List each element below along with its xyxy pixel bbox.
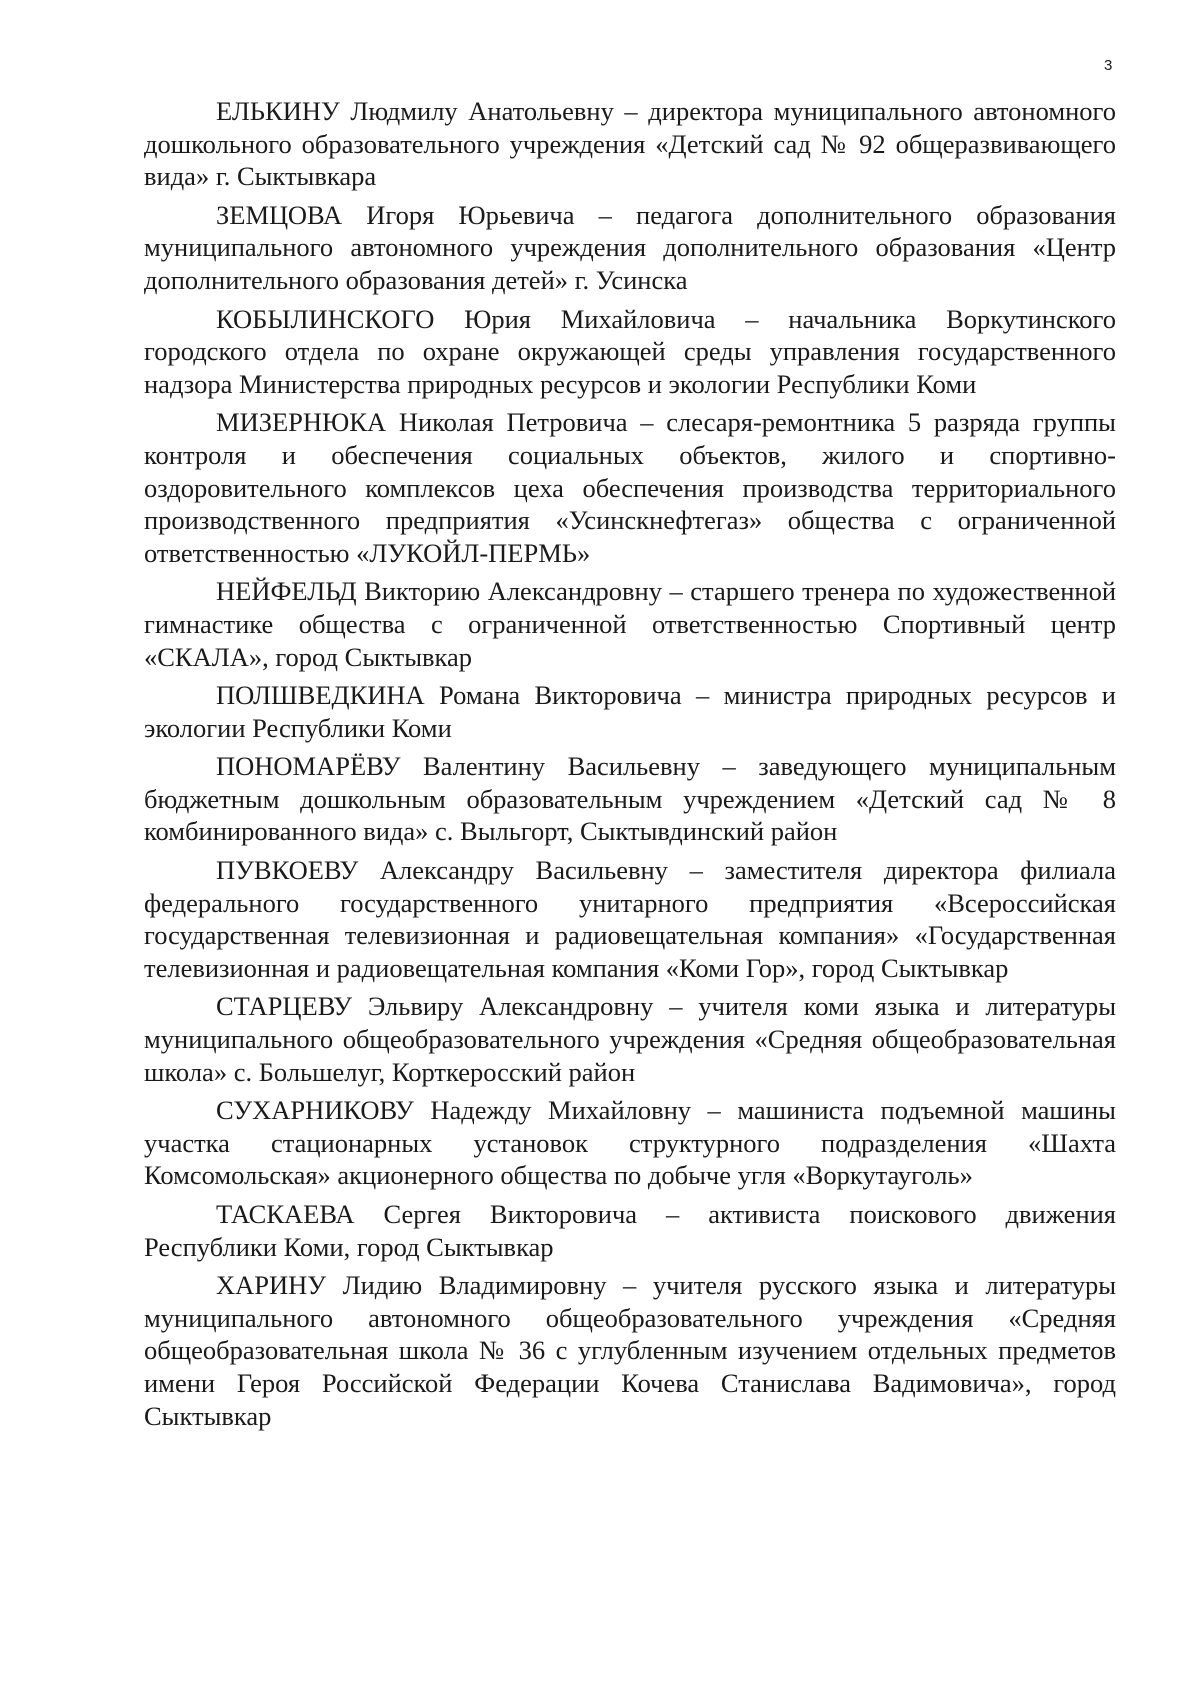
document-body: [144, 95, 1116, 1438]
entry-startseva: СТАРЦЕВУ Эльвиру Александровну – учителя коми языка и литературы муниципального общеобразовательного учреждения «Средняя общеобразовательная школа» с. Большелуг, Корткеросский район: [144, 991, 1116, 1087]
entry-ponomareva: ПОНОМАРЁВУ Валентину Васильевну – заведующего муниципальным бюджетным дошкольным образовательным учреждением «Детский сад № 8 комбинированного вида» с. Выльгорт, Сыктывдинский район: [144, 751, 1116, 847]
entry-neifeld: НЕЙФЕЛЬД Викторию Александровну – старшего тренера по художественной гимнастике общества с ограниченной ответственностью Спортивный центр «СКАЛА», город Сыктывкар: [144, 576, 1116, 672]
entry-taskaev: ТАСКАЕВА Сергея Викторовича – активиста поискового движения Республики Коми, город Сыктывкар: [144, 1199, 1116, 1262]
entry-puvkoeva: ПУВКОЕВУ Александру Васильевну – заместителя директора филиала федерального государственного унитарного предприятия «Всероссийская государственная телевизионная и радиовещательная компания» «Государственная телевизионная и радиовещательная компания «Коми Гор», город Сыктывкар: [144, 855, 1116, 983]
entry-zemtsov: ЗЕМЦОВА Игоря Юрьевича – педагога дополнительного образования муниципального автономного учреждения дополнительного образования «Центр дополнительного образования детей» г. Усинска: [144, 199, 1116, 295]
page-number: 3: [1104, 57, 1113, 74]
entry-kobylinsky: КОБЫЛИНСКОГО Юрия Михайловича – начальника Воркутинского городского отдела по охране окружающей среды управления государственного надзора Министерства природных ресурсов и экологии Республики Коми: [144, 303, 1116, 399]
entry-mizernyuk: МИЗЕРНЮКА Николая Петровича – слесаря-ремонтника 5 разряда группы контроля и обеспечения социальных объектов, жилого и спортивно-оздоровительного комплексов цеха обеспечения производства территориального производственного предприятия «Усинскнефтегаз» общества с ограниченной ответственностью «ЛУКОЙЛ-ПЕРМЬ»: [144, 407, 1116, 568]
entry-sukharnikova: СУХАРНИКОВУ Надежду Михайловну – машиниста подъемной машины участка стационарных установок структурного подразделения «Шахта Комсомольская» акционерного общества по добыче угля «Воркутауголь»: [144, 1095, 1116, 1191]
entry-elkina: ЕЛЬКИНУ Людмилу Анатольевну – директора муниципального автономного дошкольного образовательного учреждения «Детский сад № 92 общеразвивающего вида» г. Сыктывкара: [144, 96, 1116, 192]
entry-kharina: ХАРИНУ Лидию Владимировну – учителя русского языка и литературы муниципального автономного общеобразовательного учреждения «Средняя общеобразовательная школа № 36 с углубленным изучением отдельных предметов имени Героя Российской Федерации Кочева Станислава Вадимовича», город Сыктывкар: [144, 1270, 1116, 1431]
entry-polshvedkin: ПОЛШВЕДКИНА Романа Викторовича – министра природных ресурсов и экологии Республики Коми: [144, 680, 1116, 743]
